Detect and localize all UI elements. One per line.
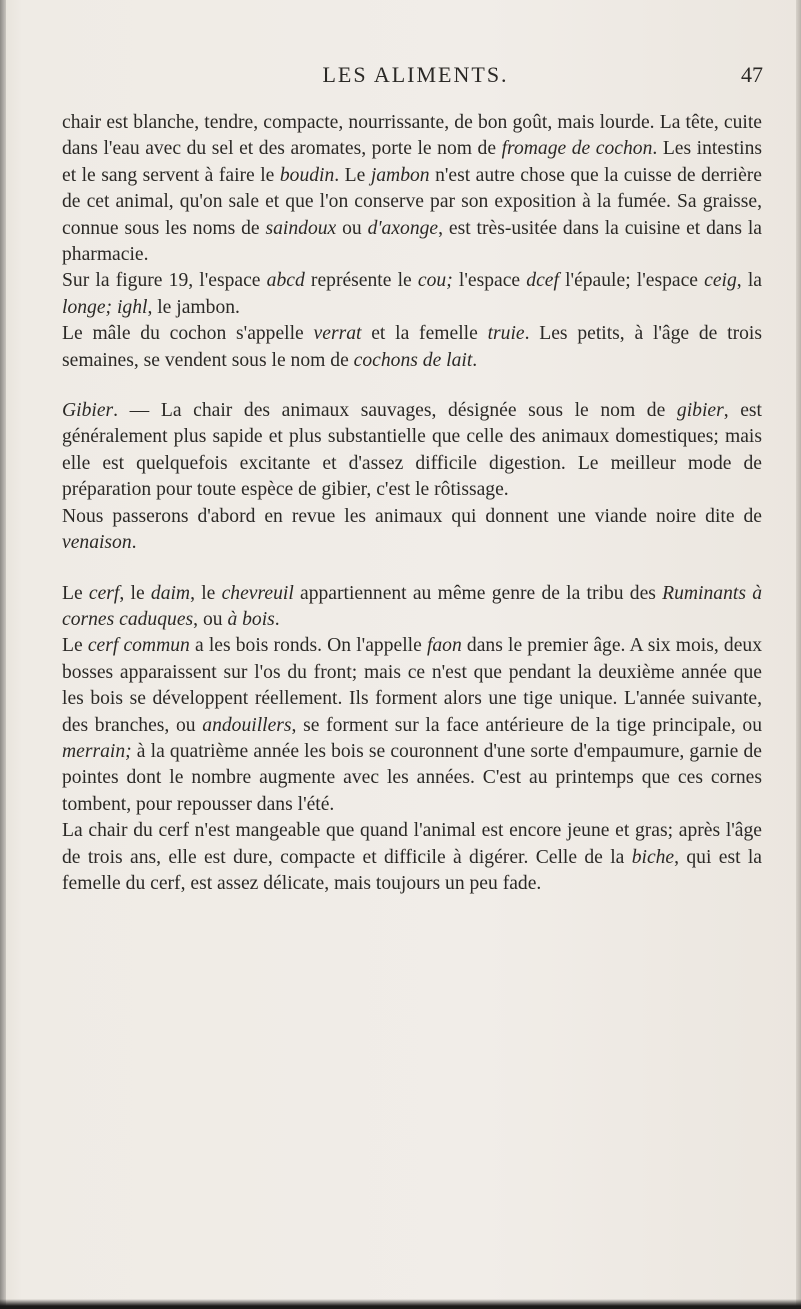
italic-term: à bois: [227, 608, 275, 630]
body-text: [62, 110, 762, 897]
paragraph-p6: [62, 581, 762, 634]
text-run: , ou: [193, 608, 228, 630]
text-run: ou: [336, 217, 368, 239]
text-run: Sur la figure 19, l'espace: [62, 270, 267, 292]
italic-term: Gibier: [62, 400, 114, 422]
text-run: à la quatrième année les bois se couronnent d'une sorte d'empaumure, garnie de pointes dont le nombre augmente avec les années. C'est au printemps que ces cornes tombent, pour repousser dans l'été.: [62, 740, 762, 815]
italic-term: Ruminants à cornes caduques: [62, 582, 762, 630]
italic-term: saindoux: [265, 217, 337, 239]
text-run: représente le: [304, 270, 418, 292]
paragraph-p5: [62, 504, 762, 557]
italic-term: dcef: [526, 270, 559, 292]
text-run: et la femelle: [361, 323, 488, 345]
italic-term: cochons de lait: [353, 349, 473, 371]
italic-term: cerf commun: [87, 635, 190, 657]
text-run: Nous passerons d'abord en revue les animaux qui donnent une viande noire dite de: [62, 505, 762, 527]
italic-term: cou;: [417, 270, 453, 292]
page-right-edge: [796, 0, 801, 1309]
paragraph-p7: [62, 633, 762, 818]
text-run: l'espace: [452, 270, 527, 292]
text-run: . Le: [334, 164, 371, 186]
italic-term: chevreuil: [221, 582, 294, 604]
text-run: chair est blanche, tendre, compacte, nourrissante, de bon goût, mais lourde. La tête, cuite dans l'eau avec du sel et des aromates, porte le nom de: [62, 112, 762, 160]
text-run: .: [472, 349, 478, 371]
text-run: , est généralement plus sapide et plus substantielle que celle des animaux domestiques; mais elle est quelquefois excitante et d'assez difficile digestion. Le meilleur mode de préparation pour toute espèce de gibier, c'est le rôtissage.: [62, 400, 762, 501]
paragraph-p8: [62, 818, 762, 897]
text-run: . Les intestins et le sang servent à faire le: [62, 138, 762, 186]
italic-term: d'axonge: [367, 217, 439, 239]
italic-term: andouillers: [202, 714, 292, 736]
text-run: dans le premier âge. A six mois, deux bosses apparaissent sur l'os du front; mais ce n'est que pendant la deuxième année que les bois se développent réellement. Ils forment alors une tige unique. L'année suivante, des branches, ou: [62, 635, 762, 736]
text-run: , le: [190, 582, 222, 604]
italic-term: verrat: [313, 323, 362, 345]
text-run: Le mâle du cochon s'appelle: [62, 323, 314, 345]
paragraph-p4: [62, 398, 762, 504]
page-spine-shadow: [0, 0, 6, 1309]
italic-term: venaison: [62, 532, 132, 554]
page-number: 47: [741, 62, 763, 87]
page-bottom-edge: [0, 1299, 801, 1309]
text-run: , la: [736, 270, 763, 292]
running-title: LES ALIMENTS.: [322, 62, 509, 87]
italic-term: faon: [426, 635, 462, 657]
italic-term: jambon: [370, 164, 430, 186]
italic-term: boudin: [279, 164, 335, 186]
italic-term: abcd: [266, 270, 305, 292]
text-run: , le: [119, 582, 151, 604]
text-run: , se forment sur la face antérieure de la tige principale, ou: [291, 714, 763, 736]
italic-term: longe; ighl: [62, 296, 148, 318]
text-run: . — La chair des animaux sauvages, désignée sous le nom de: [113, 400, 677, 422]
text-run: Le: [62, 582, 89, 604]
italic-term: cerf: [88, 582, 120, 604]
text-run: n'est autre chose que la cuisse de derrière de cet animal, qu'on sale et que l'on conserve par son exposition à la fumée. Sa graisse, connue sous les noms de: [62, 164, 762, 239]
paragraph-p1: [62, 110, 762, 268]
text-run: l'épaule; l'espace: [558, 270, 705, 292]
text-run: La chair du cerf n'est mangeable que quand l'animal est encore jeune et gras; après l'âge de trois ans, elle est dure, compacte et difficile à digérer. Celle de la: [62, 820, 762, 868]
italic-term: daim: [150, 582, 191, 604]
italic-term: fromage de cochon: [501, 138, 653, 160]
paragraph-p3: [62, 321, 762, 374]
text-run: , est très-usitée dans la cuisine et dans la pharmacie.: [62, 217, 763, 266]
text-run: a les bois ronds. On l'appelle: [189, 635, 427, 657]
paragraph-p2: [62, 268, 762, 321]
text-run: , le jambon.: [147, 296, 240, 318]
text-run: .: [274, 608, 280, 630]
text-run: , qui est la femelle du cerf, est assez délicate, mais toujours un peu fade.: [62, 846, 762, 894]
text-run: . Les petits, à l'âge de trois semaines, se vendent sous le nom de: [62, 323, 762, 371]
italic-term: merrain;: [62, 740, 132, 762]
text-run: .: [131, 532, 137, 554]
italic-term: ceig: [704, 270, 737, 292]
text-run: appartiennent au même genre de la tribu des: [293, 582, 663, 604]
page-header: [60, 62, 771, 92]
italic-term: biche: [631, 846, 675, 868]
italic-term: gibier: [676, 400, 724, 422]
text-run: Le: [62, 635, 88, 657]
italic-term: truie: [487, 323, 525, 345]
